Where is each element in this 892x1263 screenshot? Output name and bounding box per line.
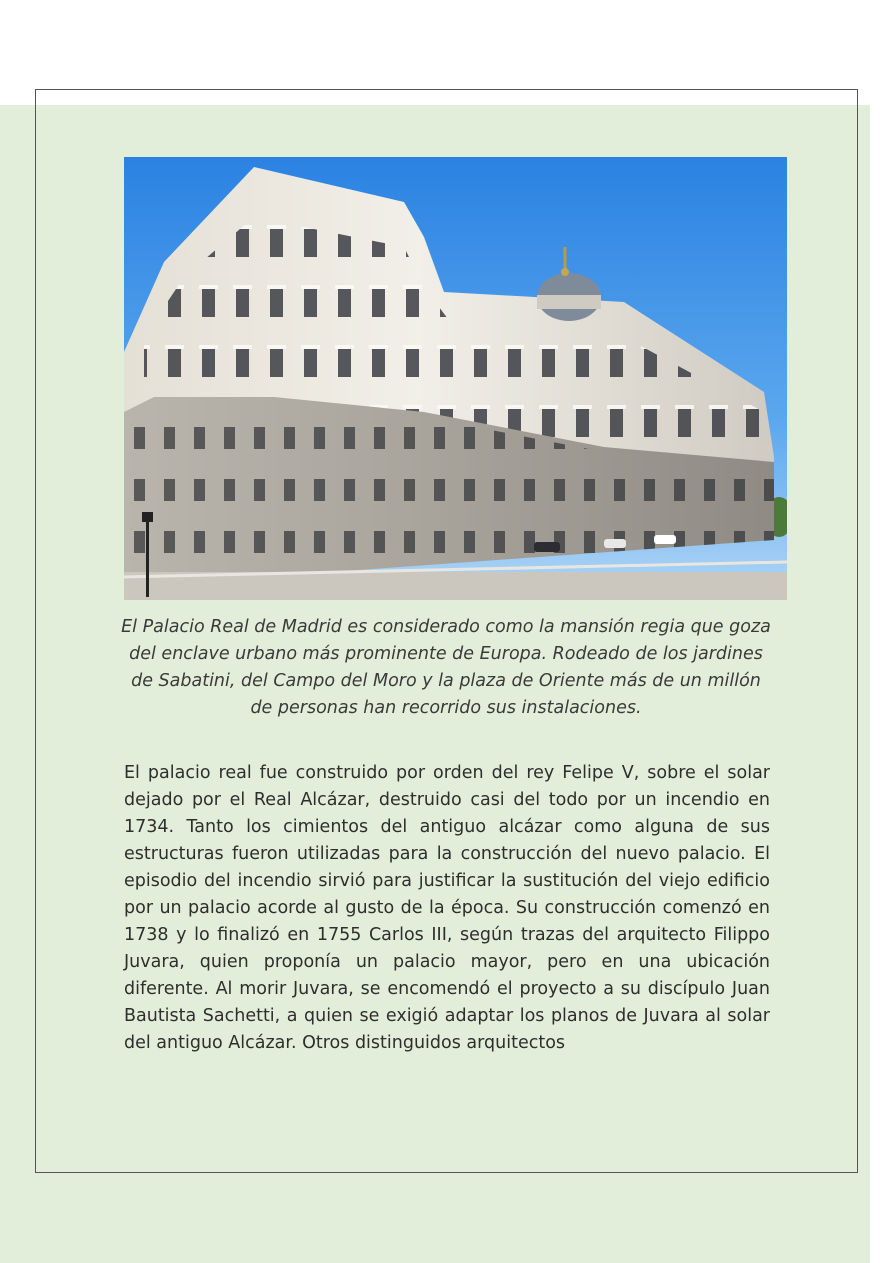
palace-photo bbox=[124, 157, 787, 600]
photo-caption: El Palacio Real de Madrid es considerado como la mansión regia que goza del enclave urbano más prominente de Europa. Rodeado de los jardines de Sabatini, del Campo del Moro y la plaza de Oriente más de un millón de personas han recorrido sus instalaciones. bbox=[121, 617, 771, 718]
body-paragraph: El palacio real fue construido por orden del rey Felipe V, sobre el solar dejado por el Real Alcázar, destruido casi del todo por un incendio en 1734. Tanto los cimientos del antiguo alcázar como alguna de sus estructuras fueron utilizadas para la construcción del nuevo palacio. El episodio del incendio sirvió para justificar la sustitución del viejo edificio por un palacio acorde al gusto de la época. Su construcción comenzó en 1738 y lo finalizó en 1755 Carlos III, según trazas del arquitecto Filippo Juvara, quien proponía un palacio mayor, pero en una ubicación diferente. Al morir Juvara, se encomendó el proyecto a su discípulo Juan Bautista Sachetti, a quien se exigió adaptar los planos de Juvara al solar del antiguo Alcázar. Otros distinguidos arquitectos bbox=[124, 763, 770, 1053]
